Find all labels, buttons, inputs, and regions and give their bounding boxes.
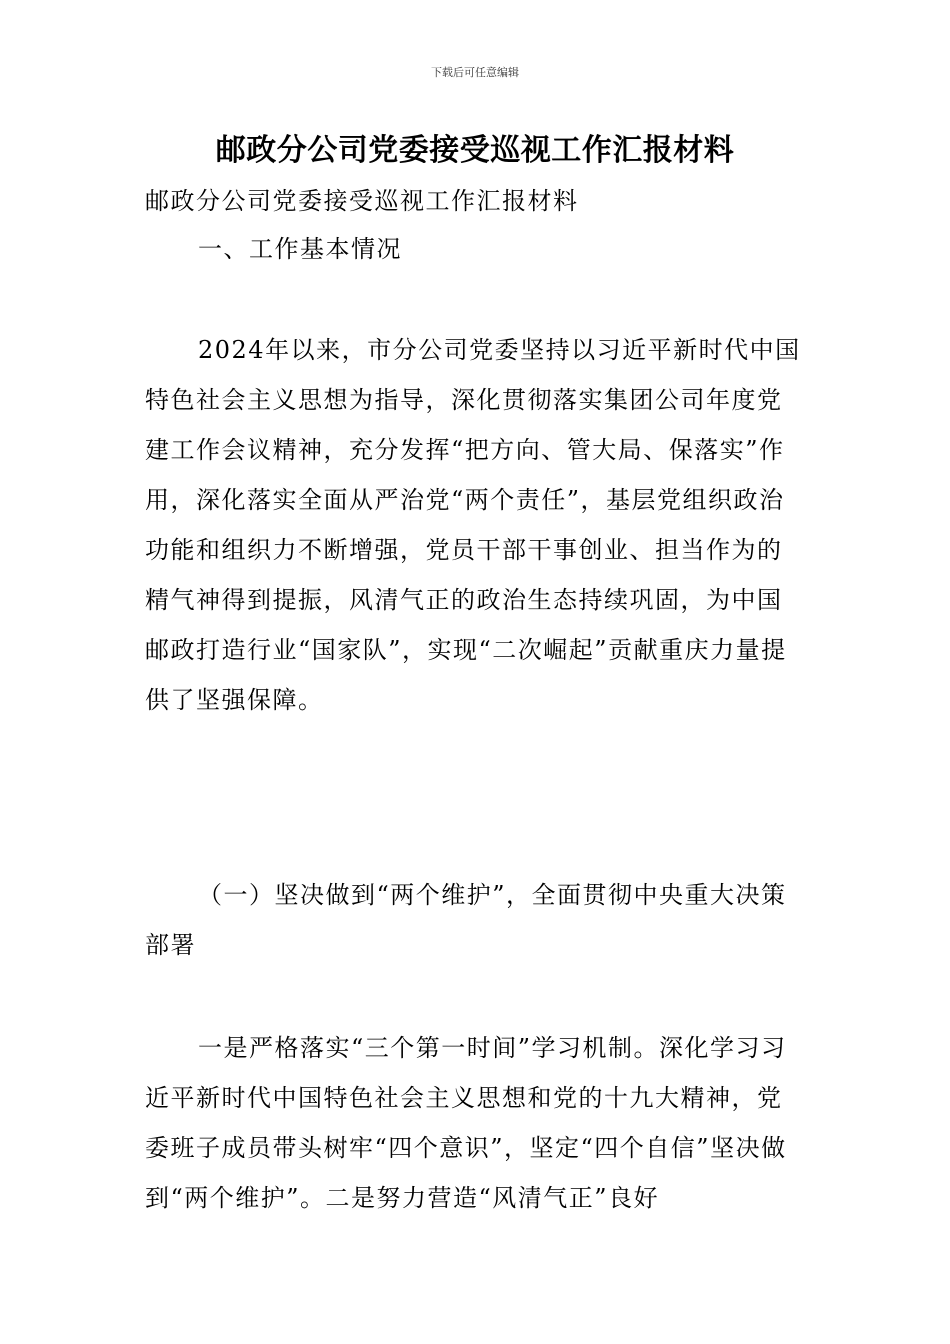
subsection-heading: （一）坚决做到“两个维护”，全面贯彻中央重大决策部署 xyxy=(145,881,787,959)
header-note: 下载后可任意编辑 xyxy=(431,66,519,79)
document-title: 邮政分公司党委接受巡视工作汇报材料 xyxy=(215,133,735,168)
section-heading: 一、工作基本情况 xyxy=(198,235,402,263)
body-paragraph: 一是严格落实“三个第一时间”学习机制。深化学习习近平新时代中国特色社会主义思想和党的十九大精神，党委班子成员带头树牢“四个意识”，坚定“四个自信”坚决做到“两个维护”。二是努力营造“风清气正”良好 xyxy=(145,1034,787,1212)
body-paragraph: 2024年以来，市分公司党委坚持以习近平新时代中国特色社会主义思想为指导，深化贯彻落实集团公司年度党建工作会议精神，充分发挥“把方向、管大局、保落实”作用，深化落实全面从严治党“两个责任”，基层党组织政治功能和组织力不断增强，党员干部干事创业、担当作为的精气神得到提振，风清气正的政治生态持续巩固，为中国邮政打造行业“国家队”，实现“二次崛起”贡献重庆力量提供了坚强保障。 xyxy=(145,336,801,714)
document-subtitle: 邮政分公司党委接受巡视工作汇报材料 xyxy=(145,187,579,215)
